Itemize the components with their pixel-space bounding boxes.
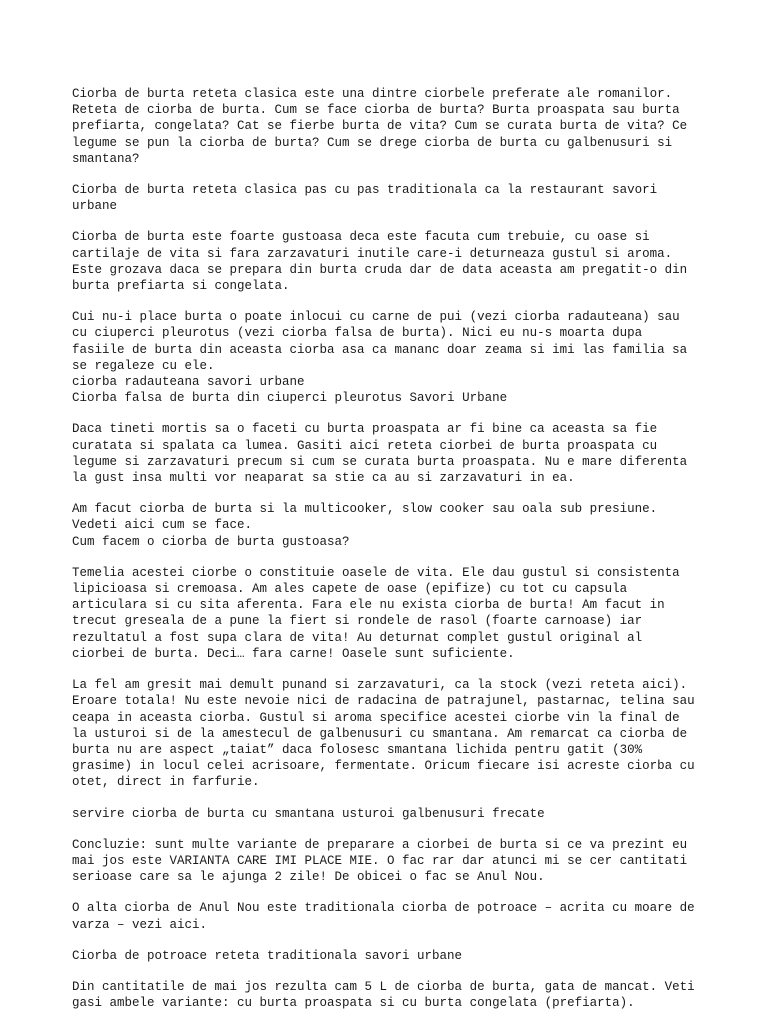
text-line: cu ciuperci pleurotus (vezi ciorba falsa de burta). Nici eu nu-s moarta dupa xyxy=(72,326,643,341)
text-line: Este grozava daca se prepara din burta cruda dar de data aceasta am pregatit-o din xyxy=(72,262,688,277)
text-line: burta nu are aspect „taiat” daca folosesc smantana lichida pentru gatit (30% xyxy=(72,742,643,757)
text-line: grasime) in locul celei acrisoare, fermentate. Oricum fiecare isi acreste ciorba cu xyxy=(72,759,695,774)
text-line: Reteta de ciorba de burta. Cum se face ciorba de burta? Burta proaspata sau burta xyxy=(72,103,680,118)
text-line: servire ciorba de burta cu smantana usturoi galbenusuri frecate xyxy=(72,806,545,821)
text-line: trecut greseala de a pune la fiert si rondele de rasol (foarte carnoase) iar xyxy=(72,614,643,629)
text-line: la usturoi si de la amestecul de galbenusuri cu smantana. Am remarcat ca ciorba de xyxy=(72,726,688,741)
text-line: curatata si spalata ca lumea. Gasiti aici reteta ciorbei de burta proaspata cu xyxy=(72,438,658,453)
text-line: prefiarta, congelata? Cat se fierbe burta de vita? Cum se curata burta de vita? Ce xyxy=(72,119,688,134)
text-line: otet, direct in farfurie. xyxy=(72,775,260,790)
paragraph xyxy=(72,837,712,886)
text-line: Ciorba de burta reteta clasica pas cu pas traditionala ca la restaurant savori xyxy=(72,183,658,198)
document-page xyxy=(72,86,712,1026)
text-line: legume se pun la ciorba de burta? Cum se drege ciorba de burta cu galbenusuri si xyxy=(72,135,673,150)
text-line: Eroare totala! Nu este nevoie nici de radacina de patrajunel, pastarnac, telina sau xyxy=(72,694,695,709)
text-line: fasiile de burta din aceasta ciorba asa ca mananc doar zeama si imi las familia sa xyxy=(72,342,688,357)
text-line: rezultatul a fost supa clara de vita! Au deturnat complet gustul original al xyxy=(72,630,643,645)
paragraph xyxy=(72,979,712,1011)
text-line: varza – vezi aici. xyxy=(72,917,208,932)
text-line: cartilaje de vita si fara zarzavaturi inutile care-i deturneaza gustul si aroma. xyxy=(72,246,673,261)
text-line: Din cantitatile de mai jos rezulta cam 5 L de ciorba de burta, gata de mancat. Veti xyxy=(72,979,695,994)
paragraph xyxy=(72,182,712,214)
text-line: burta prefiarta si congelata. xyxy=(72,279,290,294)
text-line: gasi ambele variante: cu burta proaspata si cu burta congelata (prefiarta). xyxy=(72,996,635,1011)
text-line: ceapa in aceasta ciorba. Gustul si aroma specifice acestei ciorbe vin la final de xyxy=(72,710,680,725)
text-line: legume si zarzavaturi precum si cum se curata burta proaspata. Nu e mare diferenta xyxy=(72,454,688,469)
text-line: Vedeti aici cum se face. xyxy=(72,518,253,533)
text-line: Daca tineti mortis sa o faceti cu burta proaspata ar fi bine ca aceasta sa fie xyxy=(72,422,658,437)
text-line: lipicioasa si cremoasa. Am ales capete de oase (epifize) cu tot cu capsula xyxy=(72,582,628,597)
text-line: ciorbei de burta. Deci… fara carne! Oasele sunt suficiente. xyxy=(72,646,515,661)
text-line: la gust insa multi vor neaparat sa stie ca au si zarzavaturi in ea. xyxy=(72,471,575,486)
text-line: smantana? xyxy=(72,151,140,166)
text-line: Ciorba falsa de burta din ciuperci pleurotus Savori Urbane xyxy=(72,391,508,406)
text-line: Ciorba de burta este foarte gustoasa deca este facuta cum trebuie, cu oase si xyxy=(72,230,650,245)
text-line: ciorba radauteana savori urbane xyxy=(72,375,305,390)
text-line: Temelia acestei ciorbe o constituie oasele de vita. Ele dau gustul si consistenta xyxy=(72,565,680,580)
text-line: Cui nu-i place burta o poate inlocui cu carne de pui (vezi ciorba radauteana) sau xyxy=(72,310,680,325)
paragraph xyxy=(72,900,712,932)
paragraph xyxy=(72,309,712,406)
paragraph xyxy=(72,501,712,550)
paragraph xyxy=(72,677,712,790)
text-line: mai jos este VARIANTA CARE IMI PLACE MIE. O fac rar dar atunci mi se cer cantitati xyxy=(72,853,688,868)
text-line: Ciorba de potroace reteta traditionala savori urbane xyxy=(72,948,463,963)
paragraph xyxy=(72,806,712,822)
paragraph xyxy=(72,86,712,167)
text-line: urbane xyxy=(72,199,118,214)
paragraph xyxy=(72,421,712,486)
text-line: O alta ciorba de Anul Nou este traditionala ciorba de potroace – acrita cu moare de xyxy=(72,901,695,916)
text-line: serioase care sa le ajunga 2 zile! De obicei o fac se Anul Nou. xyxy=(72,870,545,885)
text-line: Concluzie: sunt multe variante de preparare a ciorbei de burta si ce va prezint eu xyxy=(72,837,688,852)
text-line: articulara si cu sita aferenta. Fara ele nu exista ciorba de burta! Am facut in xyxy=(72,598,665,613)
text-line: Cum facem o ciorba de burta gustoasa? xyxy=(72,534,350,549)
text-line: se regaleze cu ele. xyxy=(72,358,215,373)
text-line: Ciorba de burta reteta clasica este una dintre ciorbele preferate ale romanilor. xyxy=(72,87,673,101)
text-line: Am facut ciorba de burta si la multicooker, slow cooker sau oala sub presiune. xyxy=(72,502,658,517)
paragraph xyxy=(72,948,712,964)
paragraph xyxy=(72,229,712,294)
text-line: La fel am gresit mai demult punand si zarzavaturi, ca la stock (vezi reteta aici). xyxy=(72,678,688,693)
paragraph xyxy=(72,565,712,662)
